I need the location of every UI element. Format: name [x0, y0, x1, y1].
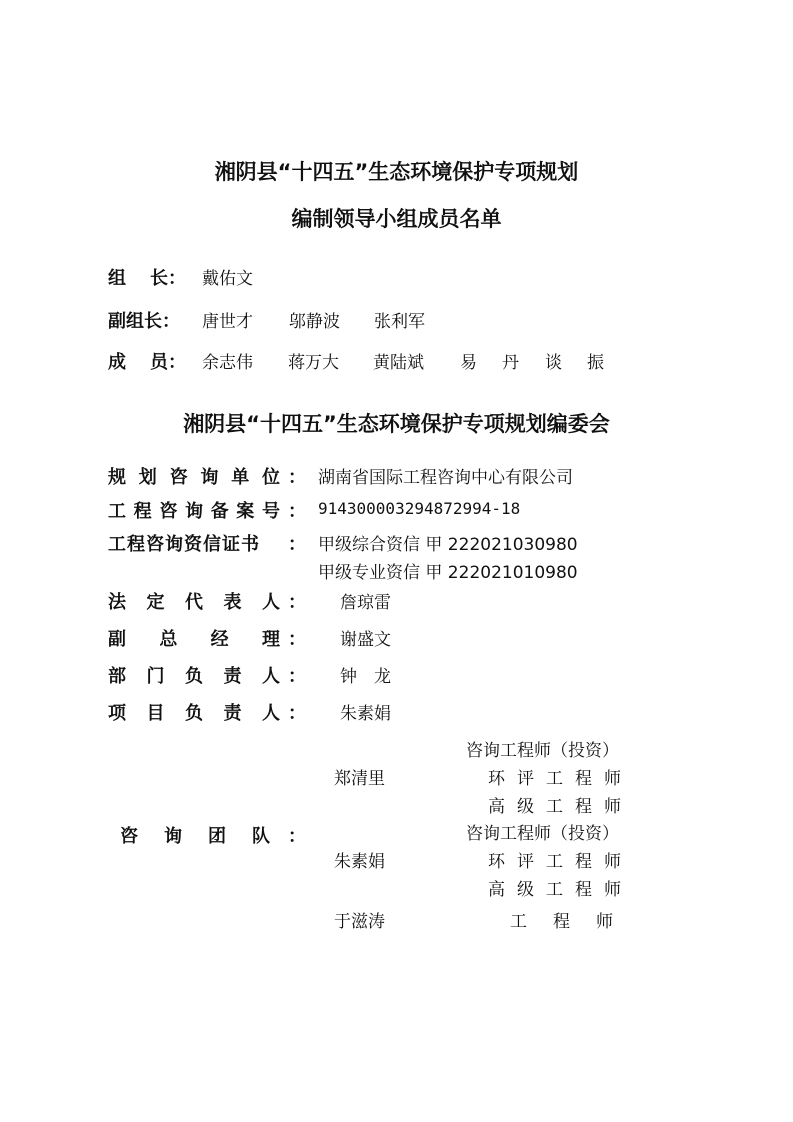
team-colon: ：	[288, 826, 306, 847]
member-name: 黄陆斌	[373, 353, 424, 373]
record-value: 91430000329487299​4-18	[318, 499, 521, 518]
label-char: 副	[108, 629, 126, 650]
label-char: 项	[108, 703, 126, 724]
leader-label-char: 长：	[150, 268, 186, 289]
label-char: 队	[252, 826, 270, 847]
label-char: 询	[164, 826, 182, 847]
leader-name: 戴佑文	[202, 269, 253, 289]
cert-label: 工程咨询资信证书	[108, 534, 260, 555]
team-member-title: 咨询工程师（投资）	[466, 741, 619, 761]
leadership-title-line2: 编制领导小组成员名单	[291, 207, 502, 231]
deputy-name: 唐世才	[202, 312, 253, 332]
proj-value: 朱素娟	[340, 704, 391, 724]
label-char: 总	[159, 629, 178, 650]
label-char: 划	[138, 467, 157, 488]
label-char: 人	[262, 703, 280, 724]
label-char: 程	[133, 501, 152, 522]
label-char: 号	[261, 501, 280, 522]
team-member-title: 高级工程师	[488, 797, 633, 817]
unit-label	[108, 463, 280, 489]
cert-colon: ：	[288, 534, 306, 555]
legal-label	[108, 588, 280, 614]
label-char: 人	[262, 592, 280, 613]
team-member-title: 工程师	[510, 912, 639, 932]
team-member-name: 郑清里	[334, 769, 385, 789]
member-name: 蒋万大	[288, 353, 339, 373]
team-label	[120, 822, 270, 848]
leader-label	[108, 264, 186, 290]
label-char: 咨	[120, 826, 138, 847]
legal-value: 詹琼雷	[340, 593, 391, 613]
member-name: 易	[460, 353, 477, 373]
team-member-name: 朱素娟	[334, 852, 385, 872]
team-member-title: 环评工程师	[488, 769, 633, 789]
label-char: 负	[185, 666, 203, 687]
label-char: 代	[185, 592, 203, 613]
cert-line: 甲级专业资信 甲 222021010980	[318, 563, 578, 583]
vgm-value: 谢盛文	[340, 630, 391, 650]
label-char: 负	[185, 703, 203, 724]
member-name: 丹	[502, 353, 519, 373]
deputy-label: 副组长：	[108, 311, 180, 332]
committee-title: 湘阴县“十四五”生态环境保护专项规划编委会	[183, 412, 610, 436]
member-label	[108, 348, 186, 374]
team-member-title: 咨询工程师（投资）	[466, 824, 619, 844]
deputy-name: 张利军	[374, 312, 425, 332]
proj-label	[108, 699, 280, 725]
label-char: 部	[108, 666, 126, 687]
unit-colon: ：	[288, 467, 306, 488]
team-member-name: 于滋涛	[334, 912, 385, 932]
label-char: 责	[223, 703, 242, 724]
label-char: 表	[223, 592, 242, 613]
team-member-title: 环评工程师	[488, 852, 633, 872]
label-char: 备	[210, 501, 229, 522]
member-name: 谈	[545, 353, 562, 373]
member-name: 振	[587, 353, 604, 373]
label-char: 门	[146, 666, 165, 687]
label-char: 案	[236, 501, 255, 522]
label-char: 定	[146, 592, 165, 613]
proj-colon: ：	[288, 703, 306, 724]
record-label	[108, 497, 280, 523]
label-char: 责	[223, 666, 242, 687]
label-char: 位	[261, 467, 280, 488]
unit-value: 湖南省国际工程咨询中心有限公司	[318, 468, 573, 488]
dept-colon: ：	[288, 666, 306, 687]
label-char: 工	[108, 501, 126, 522]
team-member-title: 高级工程师	[488, 880, 633, 900]
vgm-colon: ：	[288, 629, 306, 650]
member-label-char: 成	[108, 352, 126, 373]
member-name: 余志伟	[202, 353, 253, 373]
legal-colon: ：	[288, 592, 306, 613]
label-char: 询	[200, 467, 219, 488]
label-char: 咨	[159, 501, 178, 522]
cert-line: 甲级综合资信 甲 222021030980	[318, 535, 578, 555]
label-char: 规	[108, 467, 126, 488]
leadership-title-line1: 湘阴县“十四五”生态环境保护专项规划	[214, 160, 579, 184]
dept-label	[108, 662, 280, 688]
label-char: 理	[261, 629, 280, 650]
label-char: 目	[146, 703, 165, 724]
label-char: 经	[210, 629, 229, 650]
record-colon: ：	[288, 501, 306, 522]
label-char: 询	[184, 501, 203, 522]
label-char: 咨	[169, 467, 188, 488]
label-char: 法	[108, 592, 126, 613]
member-label-char: 员：	[150, 352, 186, 373]
deputy-name: 邬静波	[289, 312, 340, 332]
label-char: 团	[208, 826, 226, 847]
label-char: 单	[231, 467, 250, 488]
label-char: 人	[262, 666, 280, 687]
vgm-label	[108, 625, 280, 651]
leader-label-char: 组	[108, 268, 126, 289]
dept-value: 钟 龙	[340, 667, 391, 687]
